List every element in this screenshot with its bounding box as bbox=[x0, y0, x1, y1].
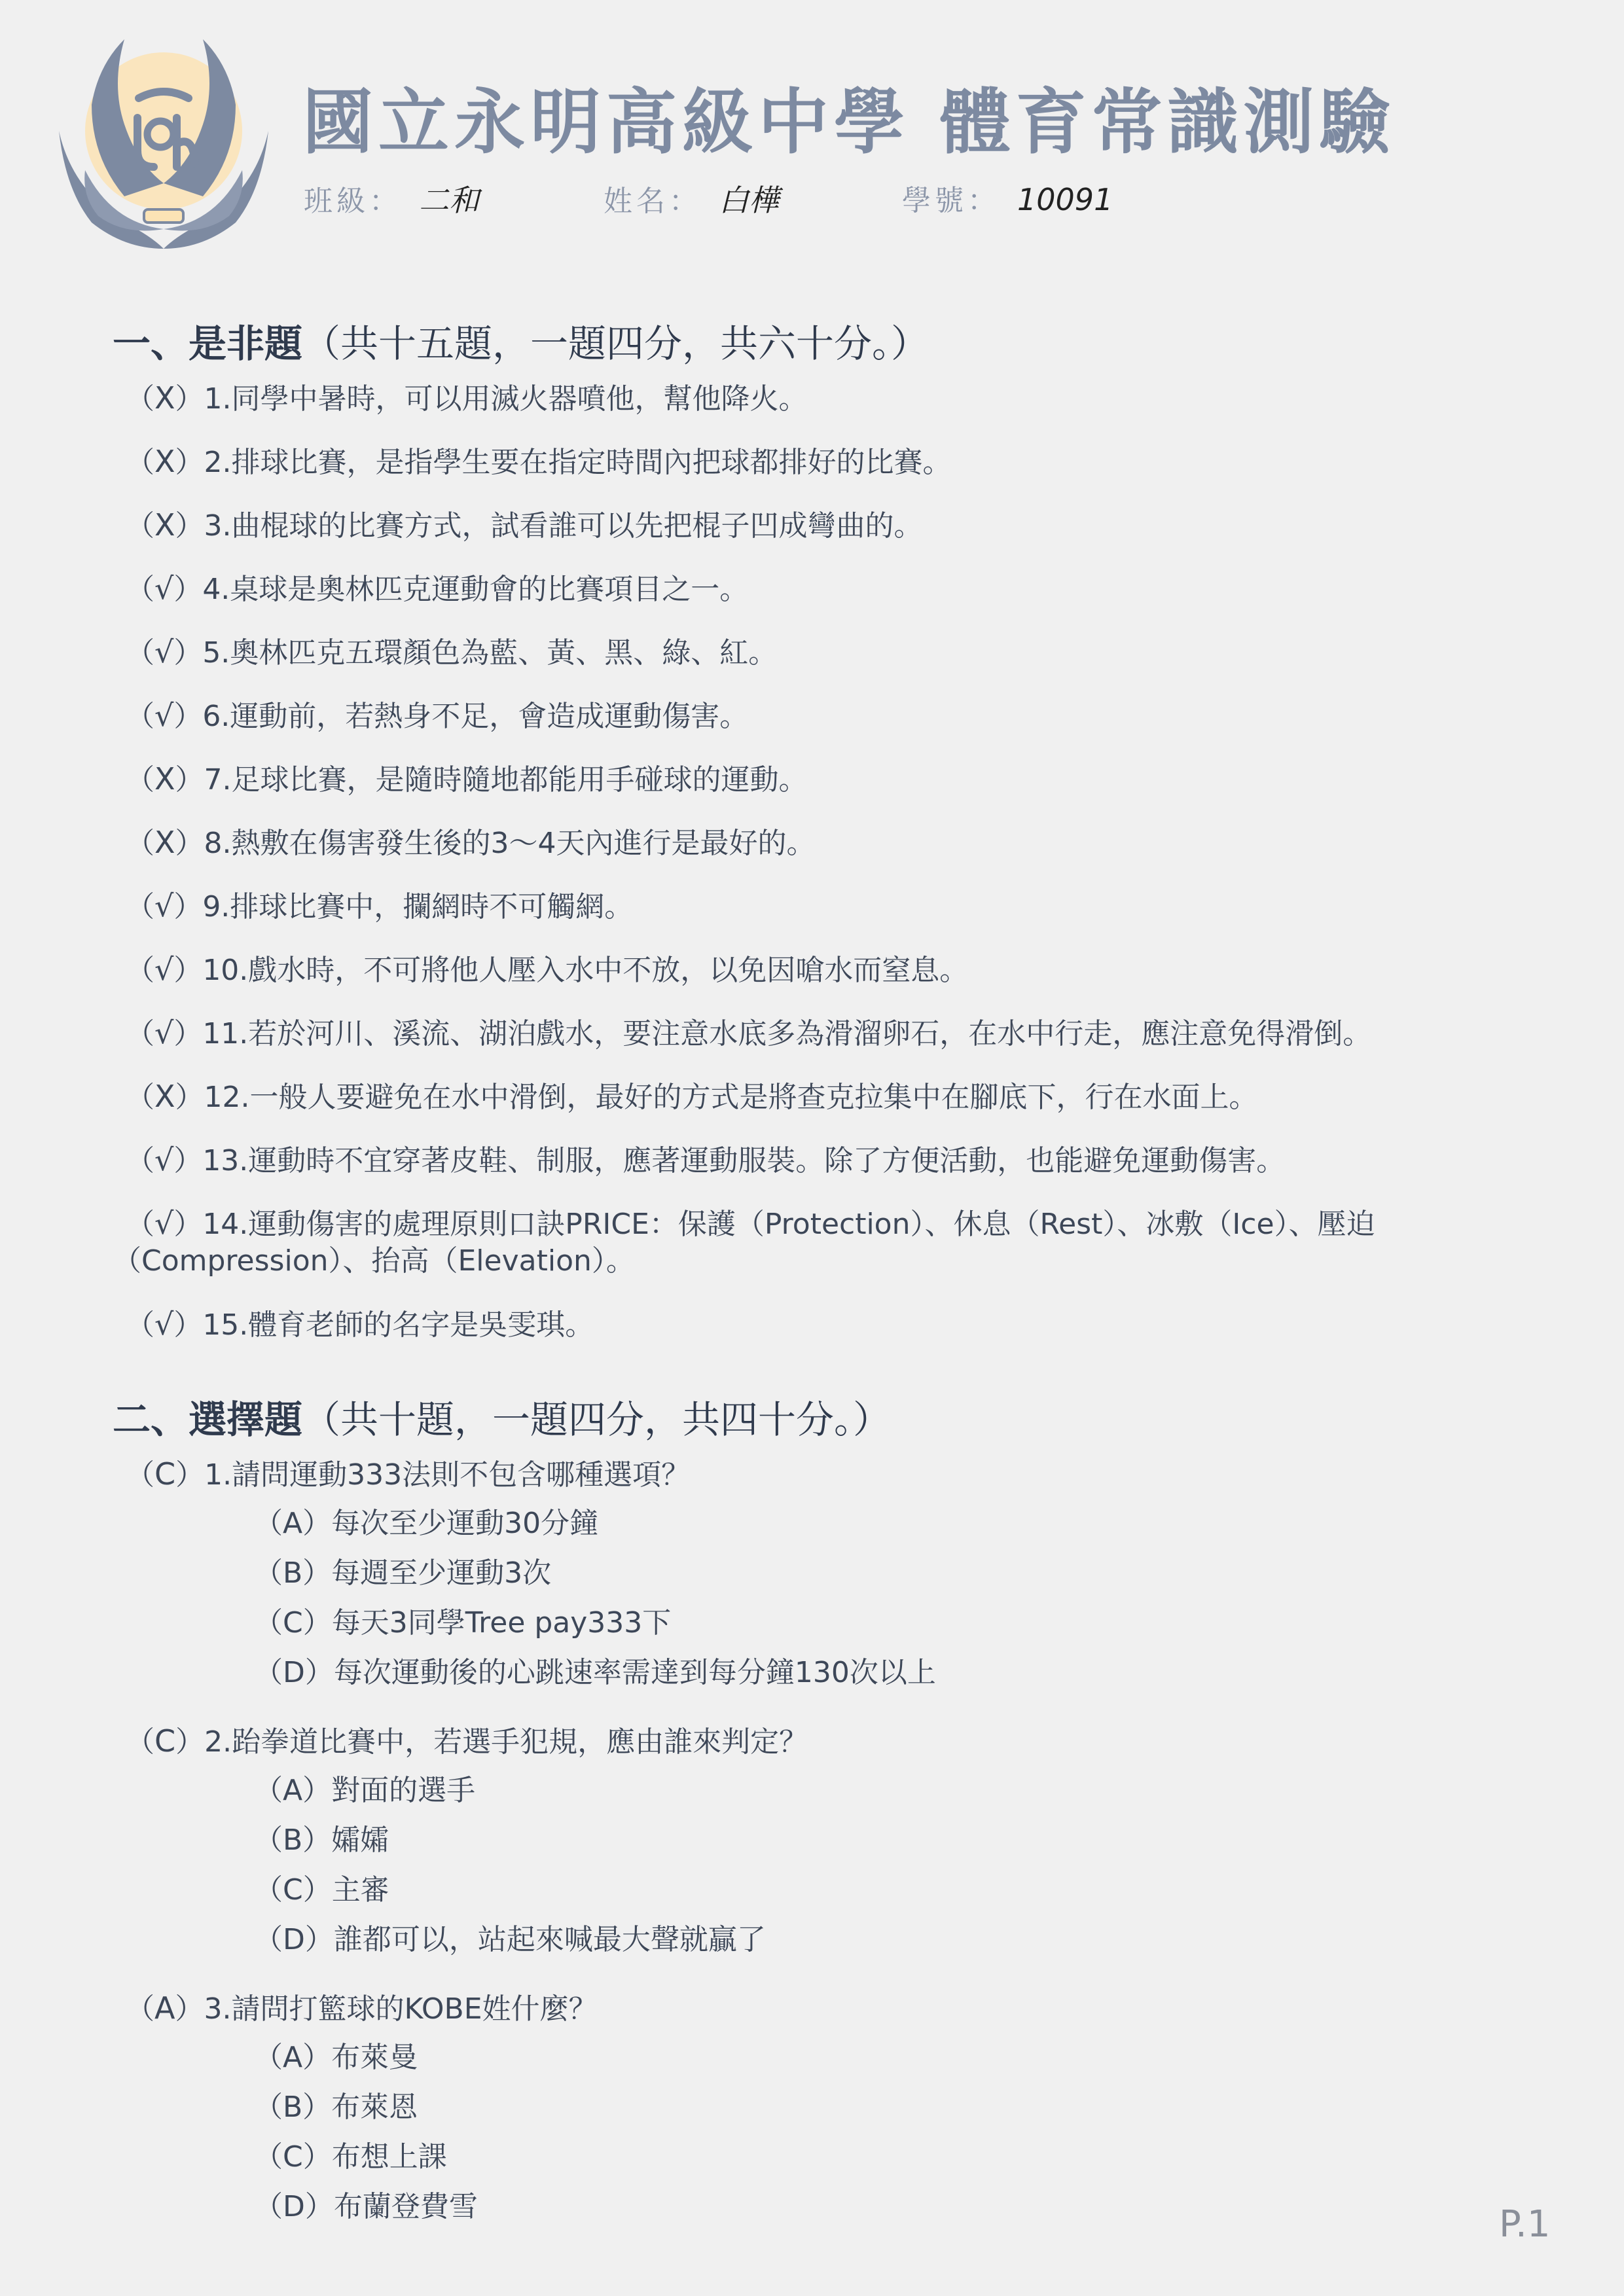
mc-question: （A）3.請問打籃球的KOBE姓什麼？ （A）布萊曼 （B）布萊恩 （C）布想上課 （D）布蘭登費雪 bbox=[113, 1990, 1520, 2238]
question-text: 1.請問運動333法則不包含哪種選項？ bbox=[204, 1458, 691, 1492]
student-id-value: 10091 bbox=[1017, 182, 1113, 217]
class-field bbox=[304, 177, 479, 229]
question-text: 2.排球比賽，是指學生要在指定時間內把球都排好的比賽。 bbox=[204, 446, 952, 479]
answer-mark: √ bbox=[154, 1206, 174, 1241]
name-field bbox=[604, 177, 779, 229]
answer-mark: X bbox=[154, 380, 175, 416]
section-title-sub: （共十五題，一題四分，共六十分。） bbox=[302, 321, 929, 366]
section-title-main: 二、選擇題 bbox=[113, 1397, 303, 1442]
option-d: （D）誰都可以，站起來喊最大聲就贏了 bbox=[254, 1923, 766, 1956]
question-text: 12.一般人要避免在水中滑倒，最好的方式是將查克拉集中在腳底下，行在水面上。 bbox=[204, 1081, 1258, 1114]
section-multiple-choice-title bbox=[113, 1384, 1520, 1456]
answer-mark: √ bbox=[154, 571, 174, 606]
answer-mark: X bbox=[154, 507, 175, 543]
option-a: （A）每次至少運動30分鐘 bbox=[254, 1507, 599, 1540]
option-d: （D）布蘭登費雪 bbox=[254, 2190, 478, 2223]
answer-mark: X bbox=[154, 1079, 175, 1114]
question-text: 6.運動前，若熱身不足，會造成運動傷害。 bbox=[202, 700, 749, 733]
option-c: （C）每天3同學Tree pay333下 bbox=[254, 1606, 672, 1640]
question-text: 9.排球比賽中，攔網時不可觸網。 bbox=[202, 890, 634, 924]
tf-question: （√）14.運動傷害的處理原則口訣PRICE：保護（Protection）、休息（Rest）、冰敷（Ice）、壓迫（Compression）、抬高（Elevation）。 bbox=[113, 1206, 1375, 1278]
option-d: （D）每次運動後的心跳速率需達到每分鐘130次以上 bbox=[254, 1656, 936, 1689]
answer-mark: √ bbox=[154, 634, 174, 670]
tf-question: （√）15.體育老師的名字是吳雯琪。 bbox=[126, 1306, 594, 1342]
option-c: （C）主審 bbox=[254, 1873, 389, 1907]
question-text: 7.足球比賽，是隨時隨地都能用手碰球的運動。 bbox=[204, 763, 808, 797]
answer-mark: √ bbox=[154, 698, 174, 733]
tf-question: （√）9.排球比賽中，攔網時不可觸網。 bbox=[126, 888, 634, 924]
answer-mark: √ bbox=[154, 952, 174, 987]
option-a: （A）對面的選手 bbox=[254, 1774, 476, 1807]
question-text: 1.同學中暑時，可以用滅火器噴他，幫他降火。 bbox=[204, 382, 808, 416]
option-b: （B）孀孀 bbox=[254, 1823, 389, 1857]
question-text: 8.熱敷在傷害發生後的3～4天內進行是最好的。 bbox=[204, 827, 816, 860]
name-value: 白樺 bbox=[719, 183, 779, 218]
tf-question: （X）8.熱敷在傷害發生後的3～4天內進行是最好的。 bbox=[126, 825, 816, 860]
mc-question: （C）1.請問運動333法則不包含哪種選項？ （A）每次至少運動30分鐘 （B）每週至少運動3次 （C）每天3同學Tree pay333下 （D）每次運動後的心跳速率需達到每分鐘130次以上 bbox=[113, 1456, 1520, 1704]
question-text: 14.運動傷害的處理原則口訣PRICE：保護（Protection）、休息（Rest）、冰敷（Ice）、壓迫（Compression）、抬高（Elevation）。 bbox=[113, 1208, 1375, 1278]
class-label: 班級： bbox=[304, 185, 402, 218]
quiz-content bbox=[113, 308, 1520, 2257]
option-b: （B）每週至少運動3次 bbox=[254, 1556, 552, 1590]
answer-mark: √ bbox=[154, 1306, 174, 1342]
answer-mark: √ bbox=[154, 1142, 174, 1177]
question-text: 15.體育老師的名字是吳雯琪。 bbox=[202, 1308, 594, 1342]
option-c: （C）布想上課 bbox=[254, 2140, 447, 2174]
option-b: （B）布萊恩 bbox=[254, 2090, 418, 2124]
answer-mark: C bbox=[154, 1456, 176, 1492]
answer-mark: X bbox=[154, 444, 175, 479]
answer-mark: X bbox=[154, 761, 175, 797]
name-label: 姓名： bbox=[604, 185, 702, 218]
page-number: P.1 bbox=[1499, 2203, 1551, 2246]
school-logo bbox=[46, 26, 281, 262]
tf-question: （√）13.運動時不宜穿著皮鞋、制服，應著運動服裝。除了方便活動，也能避免運動傷害。 bbox=[126, 1142, 1286, 1177]
tf-question: （√）4.桌球是奧林匹克運動會的比賽項目之一。 bbox=[126, 571, 749, 606]
section-true-false-title bbox=[113, 308, 1520, 380]
student-id-field bbox=[902, 177, 1113, 229]
mc-question: （C）2.跆拳道比賽中，若選手犯規，應由誰來判定？ （A）對面的選手 （B）孀孀 （C）主審 （D）誰都可以，站起來喊最大聲就贏了 bbox=[113, 1723, 1520, 1971]
answer-mark: √ bbox=[154, 1015, 174, 1050]
question-text: 11.若於河川、溪流、湖泊戲水，要注意水底多為滑溜卵石，在水中行走，應注意免得滑倒。 bbox=[202, 1017, 1372, 1050]
section-title-sub: （共十題，一題四分，共四十分。） bbox=[302, 1397, 892, 1442]
student-id-label: 學號： bbox=[902, 184, 1000, 217]
option-a: （A）布萊曼 bbox=[254, 2041, 418, 2074]
question-text: 4.桌球是奧林匹克運動會的比賽項目之一。 bbox=[202, 573, 749, 606]
tf-question: （X）7.足球比賽，是隨時隨地都能用手碰球的運動。 bbox=[126, 761, 808, 797]
question-text: 3.曲棍球的比賽方式，試看誰可以先把棍子凹成彎曲的。 bbox=[204, 509, 923, 543]
question-text: 13.運動時不宜穿著皮鞋、制服，應著運動服裝。除了方便活動，也能避免運動傷害。 bbox=[202, 1144, 1286, 1177]
answer-mark: A bbox=[154, 1990, 175, 2026]
answer-mark: √ bbox=[154, 888, 174, 924]
tf-question: （√）11.若於河川、溪流、湖泊戲水，要注意水底多為滑溜卵石，在水中行走，應注意免得滑倒。 bbox=[126, 1015, 1372, 1050]
tf-question: （X）1.同學中暑時，可以用滅火器噴他，幫他降火。 bbox=[126, 380, 808, 416]
tf-question: （√）10.戲水時，不可將他人壓入水中不放，以免因嗆水而窒息。 bbox=[126, 952, 969, 987]
tf-question: （X）12.一般人要避免在水中滑倒，最好的方式是將查克拉集中在腳底下，行在水面上。 bbox=[126, 1079, 1258, 1114]
section-title-main: 一、是非題 bbox=[113, 321, 303, 366]
answer-mark: X bbox=[154, 825, 175, 860]
tf-question: （X）2.排球比賽，是指學生要在指定時間內把球都排好的比賽。 bbox=[126, 444, 952, 479]
answer-mark: C bbox=[154, 1723, 176, 1759]
page-title: 國立永明高級中學 體育常識測驗 bbox=[302, 81, 1396, 164]
question-text: 3.請問打籃球的KOBE姓什麼？ bbox=[204, 1992, 598, 2026]
question-text: 2.跆拳道比賽中，若選手犯規，應由誰來判定？ bbox=[204, 1725, 808, 1759]
tf-question: （√）5.奧林匹克五環顏色為藍、黃、黑、綠、紅。 bbox=[126, 634, 778, 670]
question-text: 10.戲水時，不可將他人壓入水中不放，以免因嗆水而窒息。 bbox=[202, 954, 969, 987]
tf-question: （√）6.運動前，若熱身不足，會造成運動傷害。 bbox=[126, 698, 749, 733]
question-text: 5.奧林匹克五環顏色為藍、黃、黑、綠、紅。 bbox=[202, 636, 778, 670]
class-value: 二和 bbox=[419, 183, 479, 218]
tf-question: （X）3.曲棍球的比賽方式，試看誰可以先把棍子凹成彎曲的。 bbox=[126, 507, 923, 543]
